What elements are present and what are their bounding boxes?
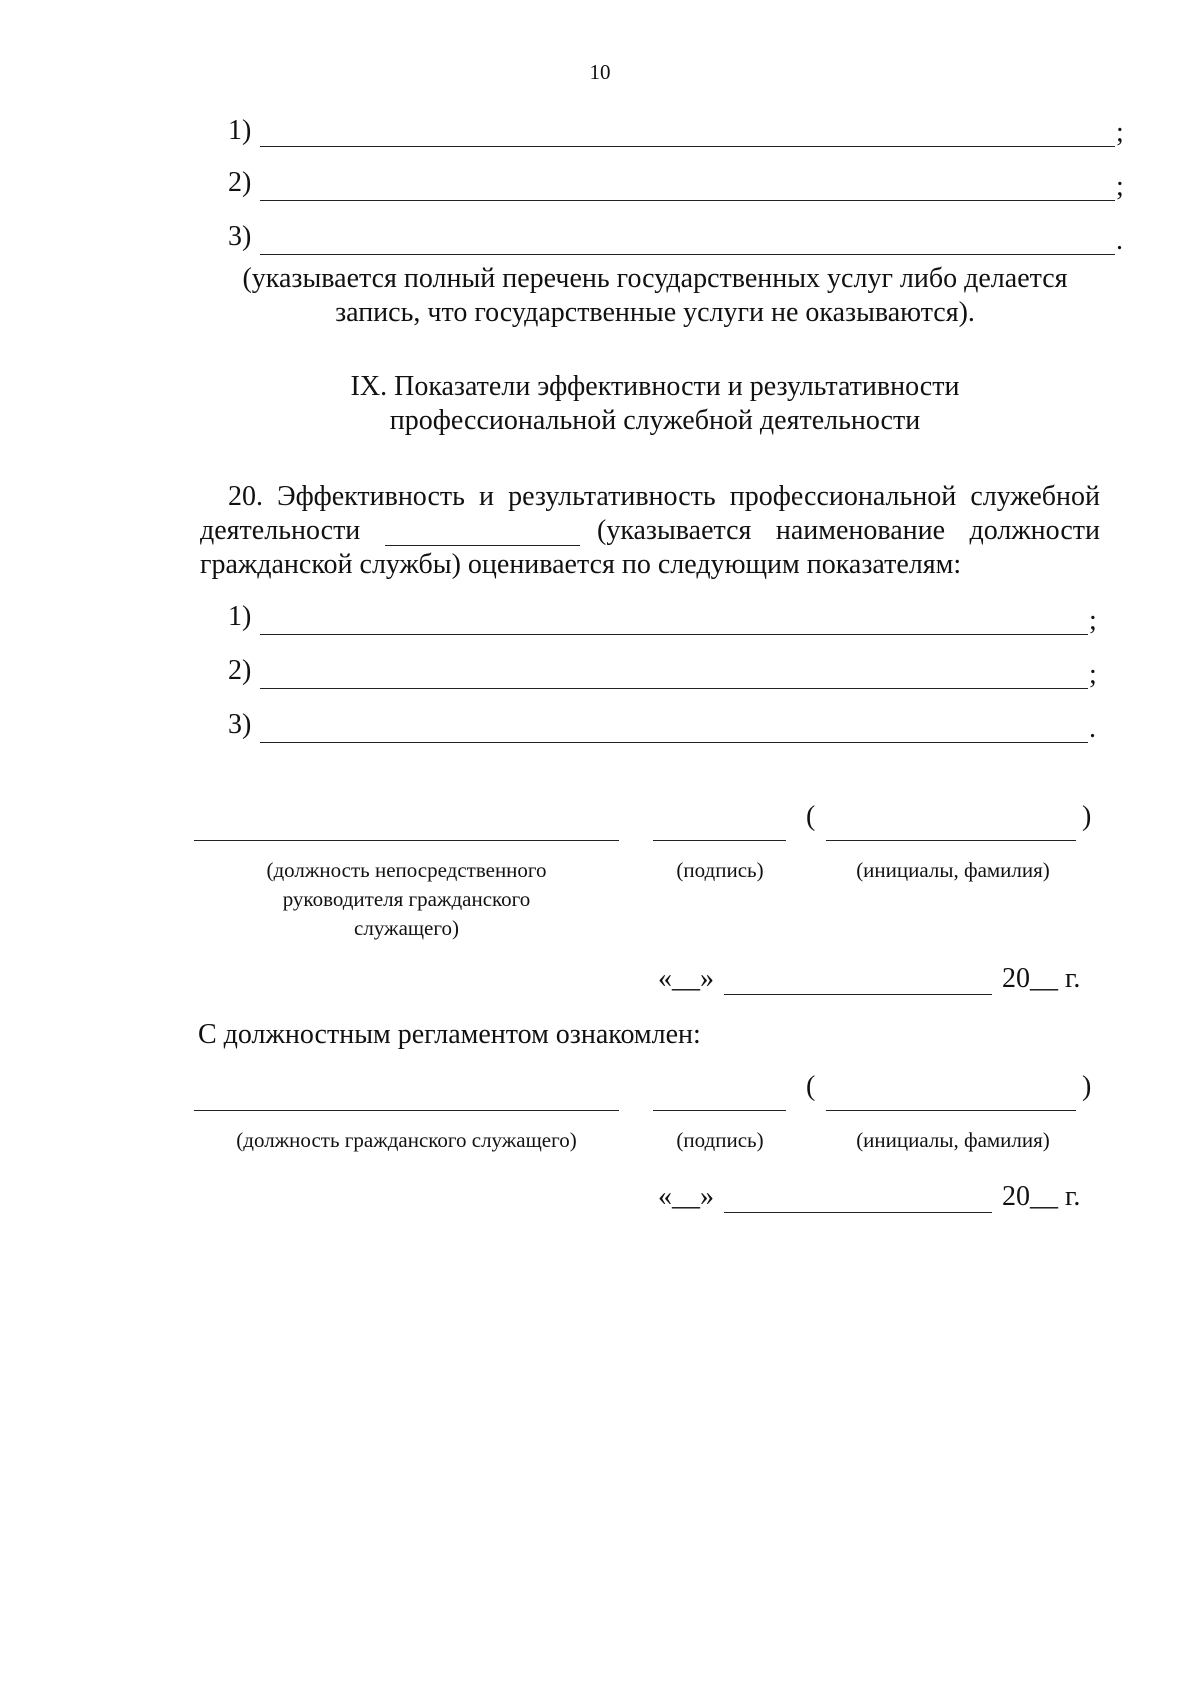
services-note-line2: запись, что государственные услуги не оказываются).	[335, 297, 975, 328]
name-caption: (инициалы, фамилия)	[856, 1128, 1050, 1152]
fill-line	[260, 742, 1088, 743]
list-item-number: 1)	[228, 601, 252, 632]
clause-20-line3: гражданской службы) оценивается по следующим показателям:	[200, 549, 962, 580]
name-signature-line	[826, 1110, 1076, 1111]
list-item-end: .	[1089, 713, 1096, 744]
fill-line	[260, 634, 1088, 635]
services-note-line1: (указывается полный перечень государственных услуг либо делается	[242, 263, 1068, 294]
clause-20-text: 20. Эффективность и результативность профессиональной служебной	[228, 481, 1100, 512]
list-item-end: .	[1116, 225, 1123, 256]
date-month-line	[724, 994, 992, 995]
signature-caption: (подпись)	[676, 858, 764, 882]
paren-open: (	[806, 1071, 816, 1102]
fill-line	[260, 200, 1115, 201]
list-item-end: ;	[1116, 171, 1124, 202]
page-number: 10	[589, 60, 611, 84]
list-item-number: 1)	[228, 115, 252, 146]
name-caption: (инициалы, фамилия)	[856, 858, 1050, 882]
signature-line	[653, 1110, 786, 1111]
signature-line	[653, 840, 786, 841]
list-item-number: 2)	[228, 655, 252, 686]
list-item-number: 2)	[228, 167, 252, 198]
date-month-line	[724, 1212, 992, 1213]
clause-20-line1	[200, 480, 1100, 514]
list-item-end: ;	[1089, 605, 1097, 636]
position-caption-line1: (должность непосредственного	[266, 858, 547, 882]
clause-20-line2-a: деятельности	[200, 515, 361, 546]
position-caption-line2: руководителя гражданского	[282, 887, 531, 911]
fill-line	[260, 146, 1115, 147]
name-signature-line	[826, 840, 1076, 841]
position-caption: (должность гражданского служащего)	[236, 1128, 577, 1152]
date-day-quote: «__»	[658, 1181, 714, 1212]
list-item-end: ;	[1116, 117, 1124, 148]
paren-close: )	[1082, 801, 1092, 832]
date-day-quote: «__»	[658, 963, 714, 994]
date-year: 20__ г.	[1002, 1181, 1081, 1212]
fill-line	[260, 688, 1088, 689]
fill-line	[260, 254, 1115, 255]
list-item-number: 3)	[228, 709, 252, 740]
date-year: 20__ г.	[1002, 963, 1081, 994]
section-title-line1: IX. Показатели эффективности и результативности	[350, 371, 960, 402]
signature-caption: (подпись)	[676, 1128, 764, 1152]
paren-close: )	[1082, 1071, 1092, 1102]
position-signature-line	[194, 840, 619, 841]
position-blank-line	[385, 545, 580, 546]
clause-20-line2-b: (указывается наименование должности	[597, 515, 1100, 546]
paren-open: (	[806, 801, 816, 832]
list-item-number: 3)	[228, 221, 252, 252]
position-caption-line3: служащего)	[354, 916, 459, 940]
acknowledgement-heading: С должностным регламентом ознакомлен:	[198, 1019, 701, 1050]
section-title-line2: профессиональной служебной деятельности	[389, 405, 921, 436]
list-item-end: ;	[1089, 659, 1097, 690]
position-signature-line	[194, 1110, 619, 1111]
